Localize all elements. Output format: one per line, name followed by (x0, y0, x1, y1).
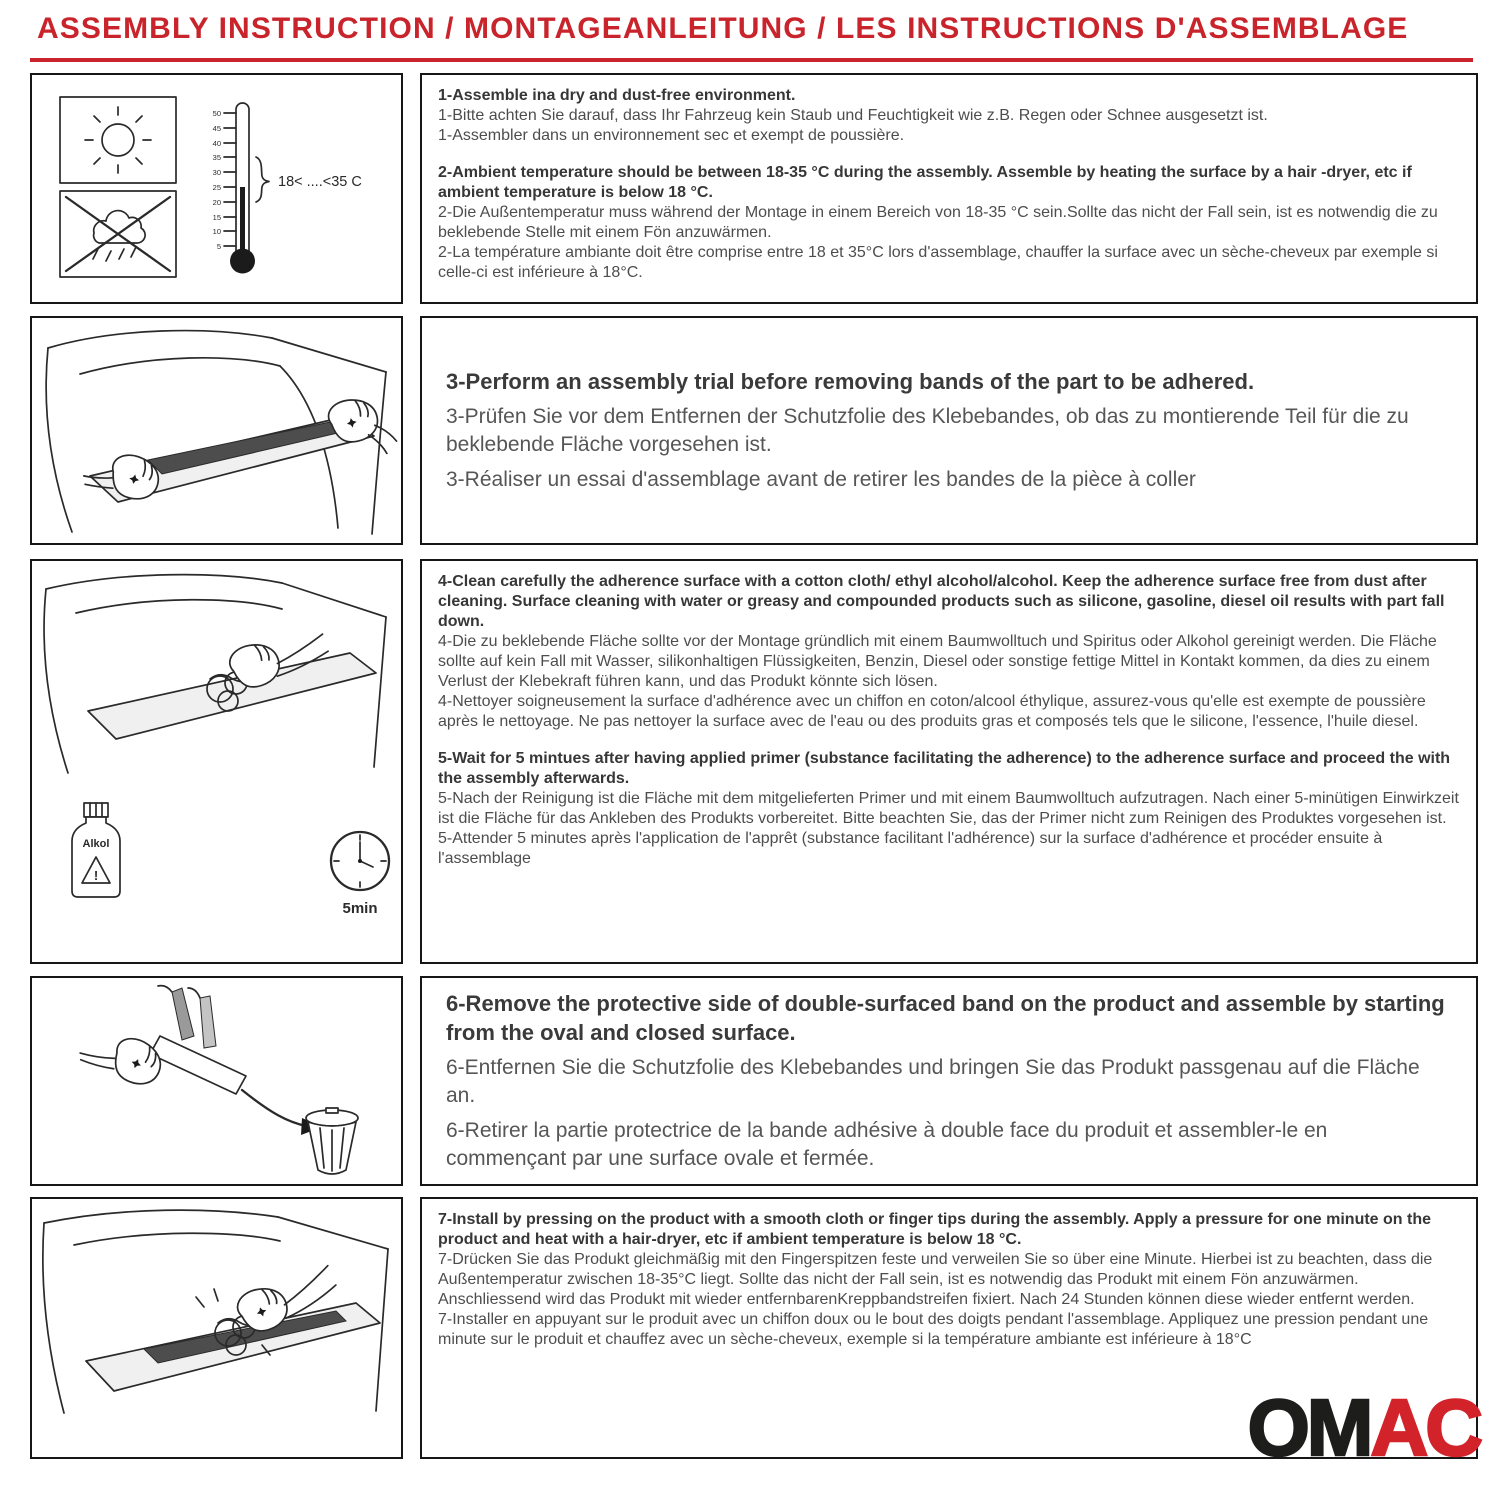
logo-text-black: OM (1247, 1383, 1371, 1472)
instruction-step4-en: 4-Clean carefully the adherence surface with a cotton cloth/ ethyl alcohol/alcohol. Keep the adherence surface free from dust after cleaning. Surface cleaning with water or greasy and compounded products such as silicone, gasoline, diesel oil results with part fall down. (438, 573, 1445, 630)
figure-environment (30, 73, 403, 304)
range-brace (256, 157, 269, 202)
instruction-step4-de: 4-Die zu beklebende Fläche sollte vor der Montage gründlich mit einem Baumwolltuch und Spiritus oder Alkohol gereinigt werden. Die Fläche sollte auf kein Fall mit Wasser, silikonhaltigen Flüssigkeiten, Benzin, Diesel oder sonstige fettige Mittel in Kontakt kommen, da dies zu einem Verlust der Klebekraft führen kann, und das Produkt könnte sich lösen. (438, 633, 1437, 690)
thermo-tick: 25 (212, 183, 221, 192)
thermo-tick: 20 (212, 198, 221, 207)
instruction-step3-de: 3-Prüfen Sie vor dem Entfernen der Schutzfolie des Klebebandes, ob das zu montierende Teil für die zu beklebende Fläche vorgesehen ist. (446, 405, 1409, 456)
text-remove-band (420, 976, 1478, 1186)
section-clean-primer (30, 559, 1478, 964)
trial-fit-illustration (32, 318, 401, 543)
instruction-step2-de: 2-Die Außentemperatur muss während der Montage in einem Bereich von 18-35 °C sein.Sollte das nicht der Fall sein, ist es notwendig die zu beklebende Stelle mit einem Fön anzuwärmen. (438, 204, 1438, 241)
bottle-label: Alkol (82, 838, 110, 850)
protective-band (172, 988, 194, 1040)
section-environment-temperature (30, 73, 1478, 304)
section-remove-band (30, 976, 1478, 1186)
sun-icon (60, 97, 176, 183)
thermo-tick: 15 (212, 213, 221, 222)
thermo-tick: 5 (216, 242, 221, 251)
instruction-step5-de: 5-Nach der Reinigung ist die Fläche mit dem mitgelieferten Primer und mit einem Baumwolltuch aufzutragen. Nach einer 5-minütigen Einwirkzeit ist die Fläche für das Ankleben des Produkts vorbereitet. Bitte beachten Sie, das der Primer nicht zum Reinigen des Produktes vorgesehen ist. (438, 790, 1459, 827)
figure-peel-band (30, 976, 403, 1186)
instruction-step1-fr: 1-Assembler dans un environnement sec et exempt de poussière. (438, 127, 905, 144)
instruction-step1-en: 1-Assemble ina dry and dust-free environment. (438, 87, 796, 104)
protective-band (200, 996, 216, 1048)
thermo-tick: 40 (212, 139, 221, 148)
thermo-tick: 30 (212, 168, 221, 177)
temperature-range-label: 18< ....<35 C (278, 174, 362, 190)
cleaning-illustration (32, 561, 401, 962)
instruction-step5-fr: 5-Attender 5 minutes après l'application de l'apprêt (substance facilitant l'adhérence) sur la surface d'adhérence et procéder ensuite à l'assemblage (438, 830, 1383, 867)
holding-hand (77, 1021, 167, 1090)
instruction-step7-en: 7-Install by pressing on the product with a smooth cloth or finger tips during the assembly. Apply a pressure for one minute on the product and heat with a hair-dryer, etc if ambient temperature is below 18 °C. (438, 1211, 1431, 1248)
instruction-step1-de: 1-Bitte achten Sie darauf, dass Ihr Fahrzeug kein Staub und Feuchtigkeit wie z.B. Regen oder Schnee ausgesetzt ist. (438, 107, 1268, 124)
instruction-step7-de: 7-Drücken Sie das Produkt gleichmäßig mit den Fingerspitzen feste und verweilen Sie so über eine Minute. Hierbei ist zu beachten, dass die Außentemperatur zwischen 18-35°C liegt. Sollte das nicht der Fall sein, ist es notwendig das Produkt mit einem Fön anzuwärmen. Anschliessend wird das Produkt mit wieder entfernbarenKreppbandstreifen fixiert. Nach 24 Stunden können diese wieder entfernt werden. (438, 1251, 1433, 1308)
clock-icon (331, 832, 389, 917)
product-part (150, 1036, 246, 1094)
figure-press-install (30, 1197, 403, 1459)
text-environment-temperature (420, 73, 1478, 304)
figure-assembly-trial (30, 316, 403, 545)
trash-can-icon (306, 1108, 358, 1174)
thermo-tick: 35 (212, 153, 221, 162)
warning-exclamation: ! (93, 868, 99, 883)
thermo-tick: 50 (212, 109, 221, 118)
logo-text-red: AC (1370, 1383, 1480, 1472)
instruction-step6-fr: 6-Retirer la partie protectrice de la bande adhésive à double face du produit et assembler-le en commençant par une surface ovale et fermée. (446, 1119, 1328, 1170)
instruction-step2-en: 2-Ambient temperature should be between 18-35 °C during the assembly. Assemble by heating the surface by a hair -dryer, etc if ambient temperature is below 18 °C. (438, 164, 1412, 201)
thermo-tick: 10 (212, 227, 221, 236)
page-title: ASSEMBLY INSTRUCTION / MONTAGEANLEITUNG / LES INSTRUCTIONS D'ASSEMBLAGE (37, 12, 1409, 45)
alcohol-bottle-icon (72, 803, 120, 897)
instruction-step3-fr: 3-Réaliser un essai d'assemblage avant de retirer les bandes de la pièce à coller (446, 468, 1196, 491)
peel-band-illustration (32, 978, 401, 1184)
text-assembly-trial (420, 316, 1478, 545)
omac-logo (1247, 1383, 1480, 1472)
instruction-step5-en: 5-Wait for 5 mintues after having applied primer (substance facilitating the adherence) to the adherence surface and proceed the with the assembly afterwards. (438, 750, 1451, 787)
press-install-illustration (32, 1199, 401, 1457)
figure-cleaning (30, 559, 403, 964)
instruction-step4-fr: 4-Nettoyer soigneusement la surface d'adhérence avec un chiffon en coton/alcool éthylique, assurez-vous qu'elle est exempte de poussière après le nettoyage. Ne pas nettoyer la surface avec de l'eau ou des produits gras et composés tels que le silicone, l'essence, l'huile diesel. (438, 693, 1426, 730)
environment-illustration (32, 75, 401, 302)
section-assembly-trial (30, 316, 1478, 545)
text-clean-primer (420, 559, 1478, 964)
right-hand (326, 392, 399, 464)
instruction-step6-de: 6-Entfernen Sie die Schutzfolie des Klebebandes und bringen Sie das Produkt passgenau auf die Fläche an. (446, 1056, 1420, 1107)
thermo-tick: 45 (212, 124, 221, 133)
wait-time-label: 5min (342, 900, 378, 917)
thermometer-icon (213, 103, 362, 274)
instruction-step6-en: 6-Remove the protective side of double-surfaced band on the product and assemble by starting from the oval and closed surface. (446, 991, 1445, 1045)
title-underline (30, 58, 1473, 62)
no-rain-icon (60, 191, 176, 277)
instruction-step2-fr: 2-La température ambiante doit être comprise entre 18 et 35°C lors d'assemblage, chauffer la surface avec un sèche-cheveux par exemple si celle-ci est inférieure à 18°C. (438, 244, 1438, 281)
instruction-step3-en: 3-Perform an assembly trial before removing bands of the part to be adhered. (446, 369, 1255, 394)
instruction-step7-fr: 7-Installer en appuyant sur le produit avec un chiffon doux ou le bout des doigts pendant l'assemblage. Appliquez une pression pendant une minute sur le produit et chauffez avec un sèche-cheveux, exemple si la température ambiante est inférieure à 18°C (438, 1311, 1429, 1348)
